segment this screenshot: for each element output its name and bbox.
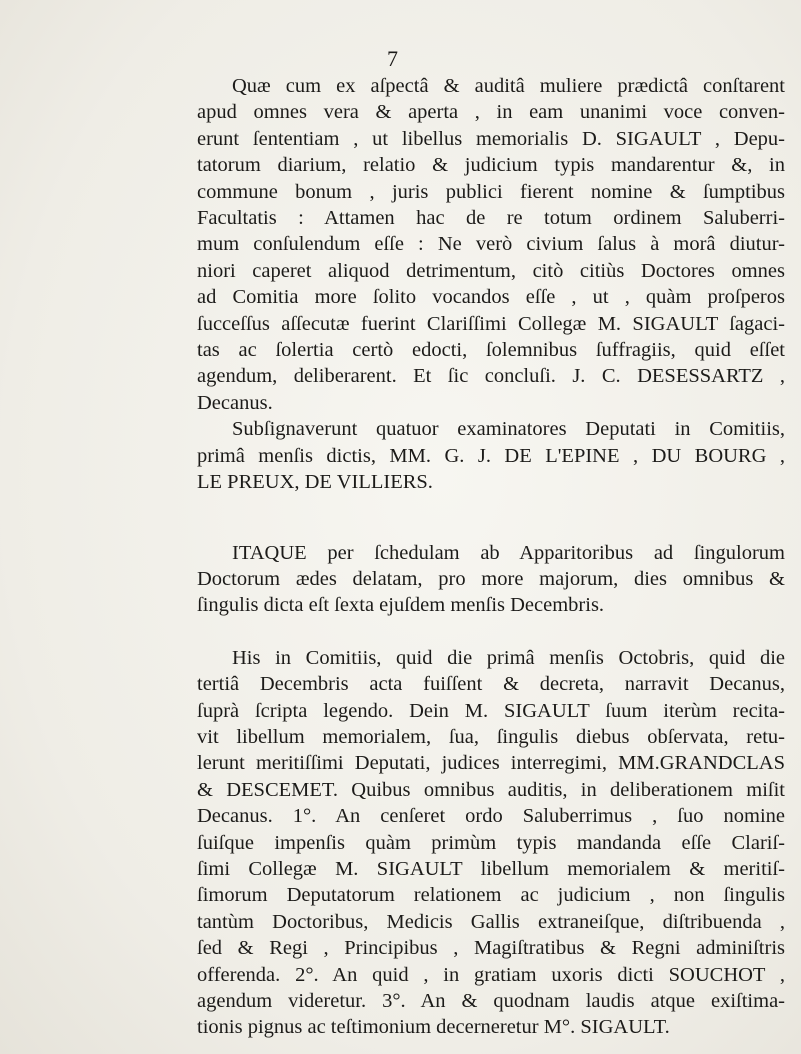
text-line: niori caperet aliquod detrimentum, citò citiùs Doctores omnes bbox=[197, 259, 785, 282]
text-line: LE PREUX, DE VILLIERS. bbox=[197, 471, 433, 494]
text-line: erunt ſententiam , ut libellus memorialis D. SIGAULT , Depu- bbox=[197, 127, 785, 150]
text-line: ſingulis dicta eſt ſexta ejuſdem menſis Decembris. bbox=[197, 594, 605, 617]
text-line: apud omnes vera & aperta , in eam unanimi voce conven- bbox=[197, 101, 785, 124]
paragraph-3 bbox=[197, 540, 785, 619]
text-line: primâ menſis dictis, MM. G. J. DE L'EPINE , DU BOURG , bbox=[197, 444, 785, 467]
text-line: Doctorum ædes delatam, pro more majorum, dies omnibus & bbox=[197, 567, 785, 590]
text-line: agendum videretur. 3°. An & quodnam laudis atque exiſtima- bbox=[197, 990, 785, 1012]
text-body bbox=[197, 73, 785, 1041]
text-line: ſimorum Deputatorum relationem ac judicium , non ſingulis bbox=[197, 884, 785, 907]
text-line: His in Comitiis, quid die primâ menſis Octobris, quid die bbox=[232, 646, 785, 669]
text-line: Decanus. 1°. An cenſeret ordo Saluberrimus , ſuo nomine bbox=[197, 805, 785, 828]
text-line: tertiâ Decembris acta fuiſſent & decreta, narravit Decanus, bbox=[197, 673, 785, 696]
text-line: Quæ cum ex aſpectâ & auditâ muliere prædictâ conſtarent bbox=[232, 75, 785, 97]
text-line: vit libellum memorialem, ſua, ſingulis diebus obſervata, retu- bbox=[197, 725, 785, 748]
text-line: Facultatis : Attamen hac de re totum ordinem Saluberri- bbox=[197, 207, 785, 230]
text-line: tantùm Doctoribus, Medicis Gallis extraneiſque, diſtribuenda , bbox=[197, 910, 785, 933]
text-line: tionis pignus ac teſtimonium decerneretur M°. SIGAULT. bbox=[197, 1016, 670, 1039]
text-line: tas ac ſolertia certò edocti, ſolemnibus ſuffragiis, quid eſſet bbox=[197, 339, 785, 362]
paragraph-4 bbox=[197, 645, 785, 1041]
text-line: ITAQUE per ſchedulam ab Apparitoribus ad ſingulorum bbox=[232, 541, 785, 564]
text-line: ſuiſque impenſis quàm primùm typis mandanda eſſe Clariſ- bbox=[197, 831, 785, 854]
text-line: ſucceſſus aſſecutæ fuerint Clariſſimi Collegæ M. SIGAULT ſagaci- bbox=[197, 312, 785, 335]
text-line: lerunt meritiſſimi Deputati, judices interregimi, MM.GRANDCLAS bbox=[197, 752, 785, 775]
text-line: commune bonum , juris publici fierent nomine & ſumptibus bbox=[197, 180, 785, 203]
paragraph-1 bbox=[197, 73, 785, 416]
text-line: agendum, deliberarent. Et ſic concluſi. J. C. DESESSARTZ , bbox=[197, 365, 785, 388]
text-line: & DESCEMET. Quibus omnibus auditis, in deliberationem miſit bbox=[197, 778, 785, 801]
text-line: ſuprà ſcripta legendo. Dein M. SIGAULT ſuum iterùm recita- bbox=[197, 699, 785, 722]
text-line: Subſignaverunt quatuor examinatores Deputati in Comitiis, bbox=[232, 418, 785, 441]
text-line: tatorum diarium, relatio & judicium typis mandarentur &, in bbox=[197, 154, 785, 177]
text-line: Decanus. bbox=[197, 391, 273, 414]
text-line: ad Comitia more ſolito vocandos eſſe , ut , quàm proſperos bbox=[197, 286, 785, 309]
text-line: ſimi Collegæ M. SIGAULT libellum memorialem & meritiſ- bbox=[197, 857, 785, 880]
text-line: offerenda. 2°. An quid , in gratiam uxoris dicti SOUCHOT , bbox=[197, 963, 785, 986]
text-line: ſed & Regi , Principibus , Magiſtratibus & Regni adminiſtris bbox=[197, 937, 785, 960]
paragraph-2 bbox=[197, 416, 785, 495]
page-number: 7 bbox=[387, 46, 398, 71]
text-line: mum conſulendum eſſe : Ne verò civium ſalus à morâ diutur- bbox=[197, 233, 785, 256]
